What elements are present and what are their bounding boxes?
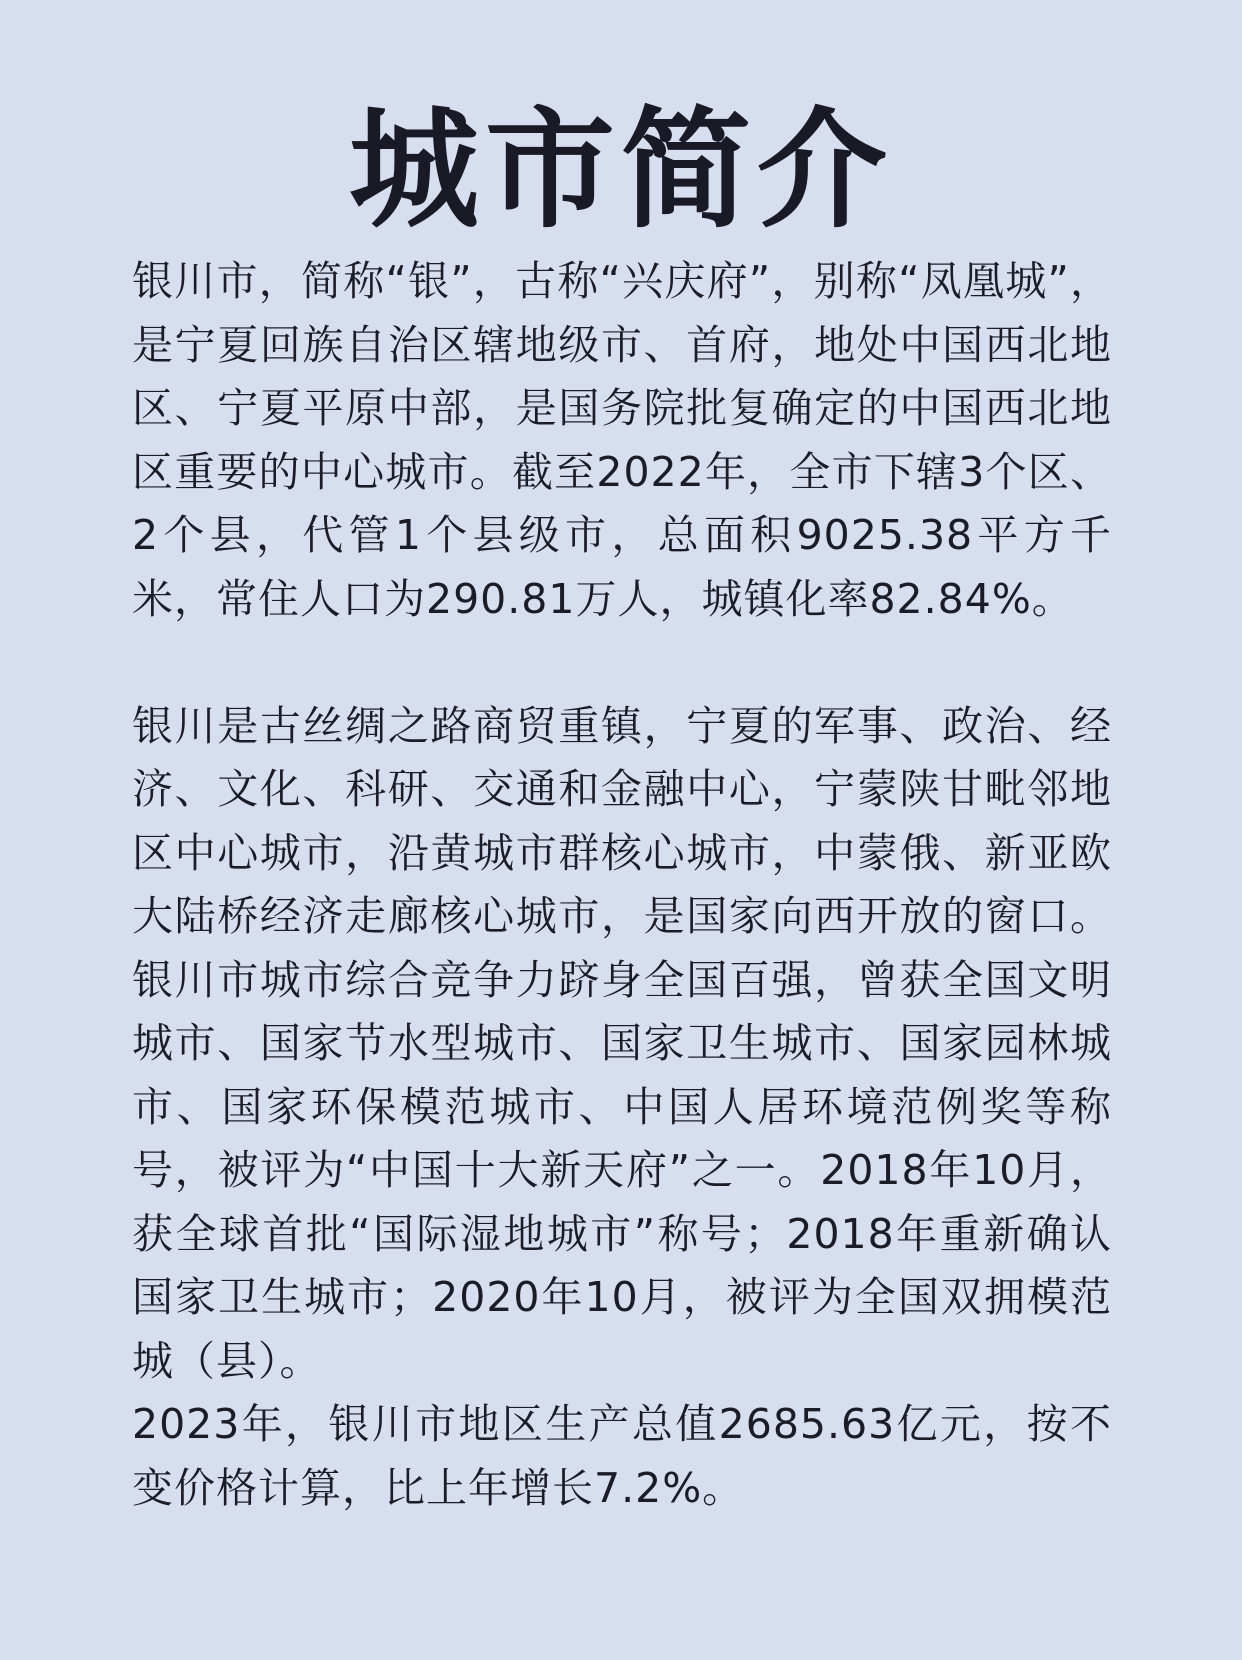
article-body [132, 250, 1112, 1520]
paragraph-spacer [132, 631, 1112, 695]
paragraph-history: 银川是古丝绸之路商贸重镇，宁夏的军事、政治、经济、文化、科研、交通和金融中心，宁蒙陕甘毗邻地区中心城市，沿黄城市群核心城市，中蒙俄、新亚欧大陆桥经济走廊核心城市，是国家向西开放的窗口。银川市城市综合竞争力跻身全国百强，曾获全国文明城市、国家节水型城市、国家卫生城市、国家园林城市、国家环保模范城市、中国人居环境范例奖等称号，被评为“中国十大新天府”之一。2018年10月，获全球首批“国际湿地城市”称号；2018年重新确认国家卫生城市；2020年10月，被评为全国双拥模范城（县）。 [132, 701, 1112, 1385]
paragraph-economy: 2023年，银川市地区生产总值2685.63亿元，按不变价格计算，比上年增长7.2%。 [132, 1400, 1112, 1512]
paragraph-intro: 银川市，简称“银”，古称“兴庆府”，别称“凤凰城”，是宁夏回族自治区辖地级市、首府，地处中国西北地区、宁夏平原中部，是国务院批复确定的中国西北地区重要的中心城市。截至2022年，全市下辖3个区、2个县，代管1个县级市，总面积9025.38平方千米，常住人口为290.81万人，城镇化率82.84%。 [132, 257, 1112, 623]
page-title: 城市简介 [348, 94, 893, 246]
